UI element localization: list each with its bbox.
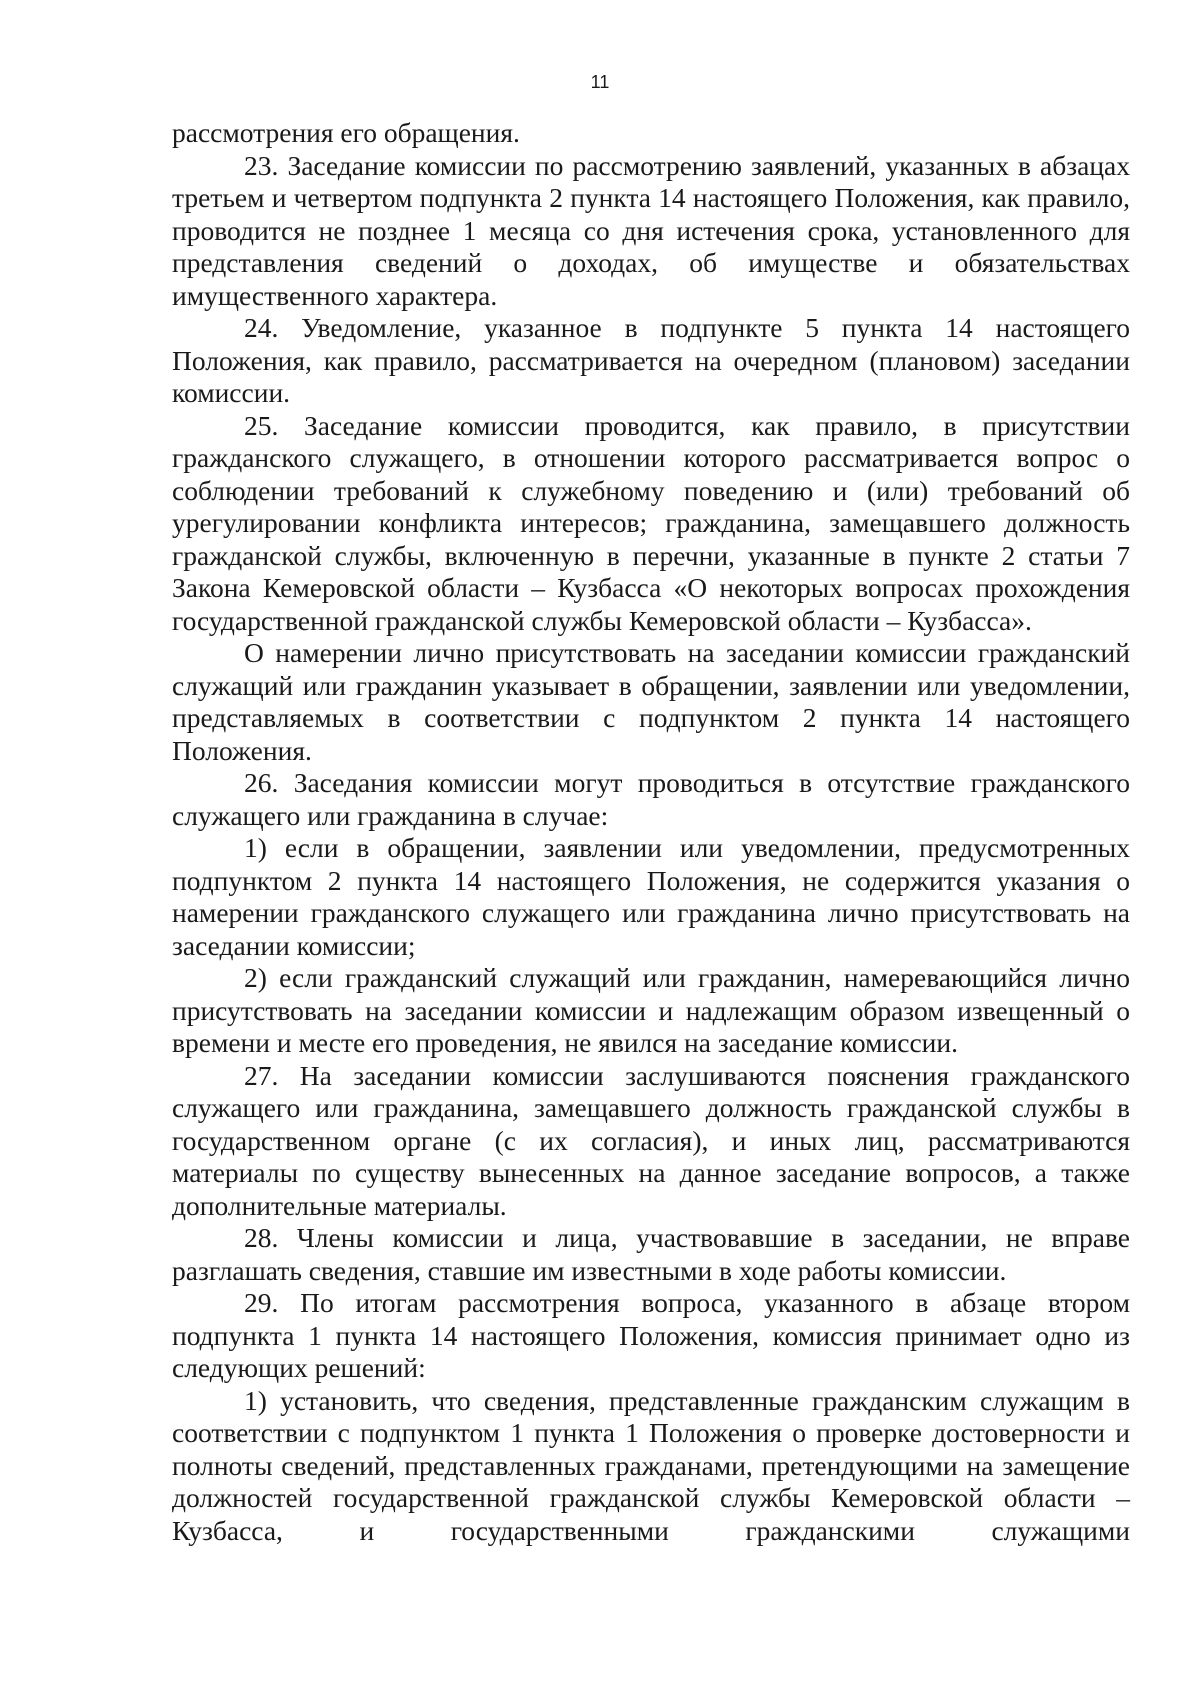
paragraph-item-26-sub-2: 2) если гражданский служащий или гражданин, намеревающийся лично присутствовать на заседании комиссии и надлежащим образом извещенный о времени и месте его проведения, не явился на заседание комиссии. [172, 962, 1130, 1058]
paragraph-item-29-sub-1: 1) установить, что сведения, представленные гражданским служащим в соответствии с подпунктом 1 пункта 1 Положения о проверке достоверности и полноты сведений, представленных гражданами, претендующими на замещение должностей государственной гражданской службы Кемеровской области – Кузбасса, и государственными гражданскими служащими [172, 1384, 1130, 1546]
paragraph-item-29: 29. По итогам рассмотрения вопроса, указанного в абзаце втором подпункта 1 пункта 14 настоящего Положения, комиссия принимает одно из следующих решений: [172, 1287, 1130, 1383]
paragraph-item-26: 26. Заседания комиссии могут проводиться в отсутствие гражданского служащего или гражданина в случае: [172, 767, 1130, 831]
paragraph-item-24: 24. Уведомление, указанное в подпункте 5 пункта 14 настоящего Положения, как правило, рассматривается на очередном (плановом) заседании комиссии. [172, 312, 1130, 408]
paragraph-continuation: рассмотрения его обращения. [172, 117, 520, 148]
paragraph-intention-notice: О намерении лично присутствовать на заседании комиссии гражданский служащий или гражданин указывает в обращении, заявлении или уведомлении, представляемых в соответствии с подпунктом 2 пункта 14 настоящего Положения. [172, 637, 1130, 766]
paragraph-item-25: 25. Заседание комиссии проводится, как правило, в присутствии гражданского служащего, в отношении которого рассматривается вопрос о соблюдении требований к служебному поведению и (или) требований об урегулировании конфликта интересов; гражданина, замещавшего должность гражданской службы, включенную в перечни, указанные в пункте 2 статьи 7 Закона Кемеровской области – Кузбасса «О некоторых вопросах прохождения государственной гражданской службы Кемеровской области – Кузбасса». [172, 409, 1130, 636]
paragraph-item-23: 23. Заседание комиссии по рассмотрению заявлений, указанных в абзацах третьем и четвертом подпункта 2 пункта 14 настоящего Положения, как правило, проводится не позднее 1 месяца со дня истечения срока, установленного для представления сведений о доходах, об имуществе и обязательствах имущественного характера. [172, 149, 1130, 311]
paragraph-item-28: 28. Члены комиссии и лица, участвовавшие в заседании, не вправе разглашать сведения, ставшие им известными в ходе работы комиссии. [172, 1222, 1130, 1286]
document-body [172, 117, 1130, 1547]
page-number: 11 [590, 72, 610, 92]
paragraph-item-27: 27. На заседании комиссии заслушиваются пояснения гражданского служащего или гражданина, замещавшего должность гражданской службы в государственном органе (с их согласия), и иных лиц, рассматриваются материалы по существу вынесенных на данное заседание вопросов, а также дополнительные материалы. [172, 1059, 1130, 1221]
paragraph-item-26-sub-1: 1) если в обращении, заявлении или уведомлении, предусмотренных подпунктом 2 пункта 14 настоящего Положения, не содержится указания о намерении гражданского служащего или гражданина лично присутствовать на заседании комиссии; [172, 832, 1130, 961]
